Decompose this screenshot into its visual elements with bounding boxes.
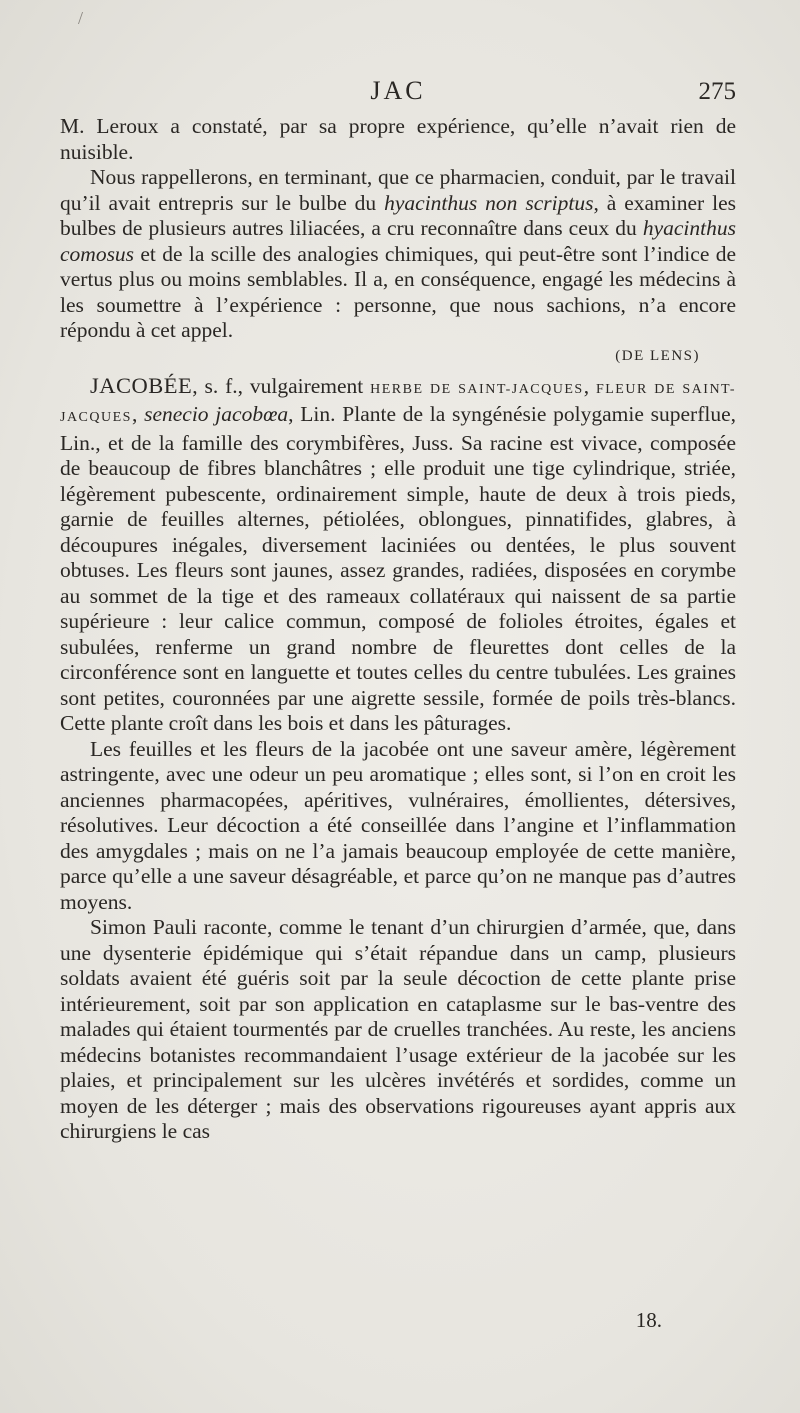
- body-text: [60, 114, 736, 1145]
- running-head: JAC: [370, 76, 426, 105]
- entry-headword: JACOBÉE: [90, 372, 193, 398]
- paragraph-2-italic-2: hyacinthus comosus: [60, 216, 736, 266]
- page-header: [60, 76, 736, 112]
- entry-common-name-2: FLEUR DE SAINT-JACQUES: [60, 381, 736, 425]
- entry-common-name-1: HERBE DE SAINT-JACQUES: [370, 381, 584, 397]
- entry-latin-name: senecio jacobœa: [144, 402, 289, 426]
- entry-separator: ,: [583, 373, 596, 398]
- paragraph-4: Les feuilles et les fleurs de la jacobée ont une saveur amère, légèrement astringente, avec une odeur un peu aromatique ; elles sont, si l’on en croit les anciennes pharmacopées, apéritives, vulnéraires, émollientes, détersives, résolutives. Leur décoction a été conseillée dans l’angine et l’inflammation des amygdales ; mais on ne l’a jamais beaucoup employée de cette manière, parce qu’elle a une saveur désagréable, et parce qu’on ne manque pas d’autres moyens.: [60, 736, 736, 914]
- paragraph-2-text-a: Nous rappellerons, en terminant, que ce pharmacien, conduit, par le travail qu’il avait entrepris sur le bulbe du: [60, 165, 736, 215]
- entry-text-a: , s. f., vulgairement: [192, 373, 371, 398]
- entry-jacobee: [60, 373, 736, 737]
- author-signature: (DE LENS): [615, 347, 700, 364]
- entry-text-c: , Lin. Plante de la syngénésie polygamie superflue, Lin., et de la famille des corymbifères, Juss. Sa racine est vivace, composée de beaucoup de fibres blanchâtres ; elle produit une tige cylindrique, striée, légèrement pubescente, ordinairement simple, haute de deux à trois pieds, garnie de feuilles alternes, pétiolées, oblongues, pinnatifides, glabres, à découpures inégales, diversement laciniées ou dentées, le plus souvent obtuses. Les fleurs sont jaunes, assez grandes, radiées, disposées en corymbe au sommet de la tige et des rameaux collatéraux qui naissent de sa partie supérieure : leur calice commun, composé de folioles étroites, égales et subulées, renferme un grand nombre de fleurettes dont celles de la circonférence sont en languette et toutes celles du centre tubulées. Les graines sont petites, couronnées par une aigrette sessile, formée de poils très-blancs. Cette plante croît dans les bois et dans les pâturages.: [60, 402, 737, 735]
- paragraph-2-text-b: , à examiner les bulbes de plusieurs autres liliacées, a cru reconnaître dans ceux du: [60, 190, 736, 240]
- page-edge-mark: /: [78, 8, 84, 28]
- signature-mark: 18.: [635, 1308, 662, 1332]
- page-number: 275: [698, 78, 736, 105]
- paragraph-2-text-c: et de la scille des analogies chimiques, qui peut-être sont l’indice de vertus plus ou moins semblables. Il a, en conséquence, engagé les médecins à les soumettre à l’expérience : personne, que nous sachions, n’a encore répondu à cet appel.: [60, 241, 736, 342]
- paragraph-1: M. Leroux a constaté, par sa propre expérience, qu’elle n’avait rien de nuisible.: [60, 114, 736, 164]
- paragraph-5: Simon Pauli raconte, comme le tenant d’un chirurgien d’armée, que, dans une dysenterie épidémique qui s’était répandue dans un camp, plusieurs soldats avaient été guéris soit par la seule décoction de cette plante prise intérieurement, soit par son application en cataplasme sur le bas-ventre des malades qui étaient tourmentés par de cruelles tranchées. Au reste, les anciens médecins botanistes recommandaient l’usage extérieur de la jacobée sur les plaies, et principalement sur les ulcères invétérés et sordides, comme un moyen de les déterger ; mais des observations rigoureuses ayant appris aux chirurgiens le cas: [60, 915, 736, 1143]
- paragraph-2-italic-1: hyacinthus non scriptus: [384, 190, 594, 215]
- paragraph-2: [60, 165, 736, 344]
- entry-text-b: ,: [131, 402, 145, 426]
